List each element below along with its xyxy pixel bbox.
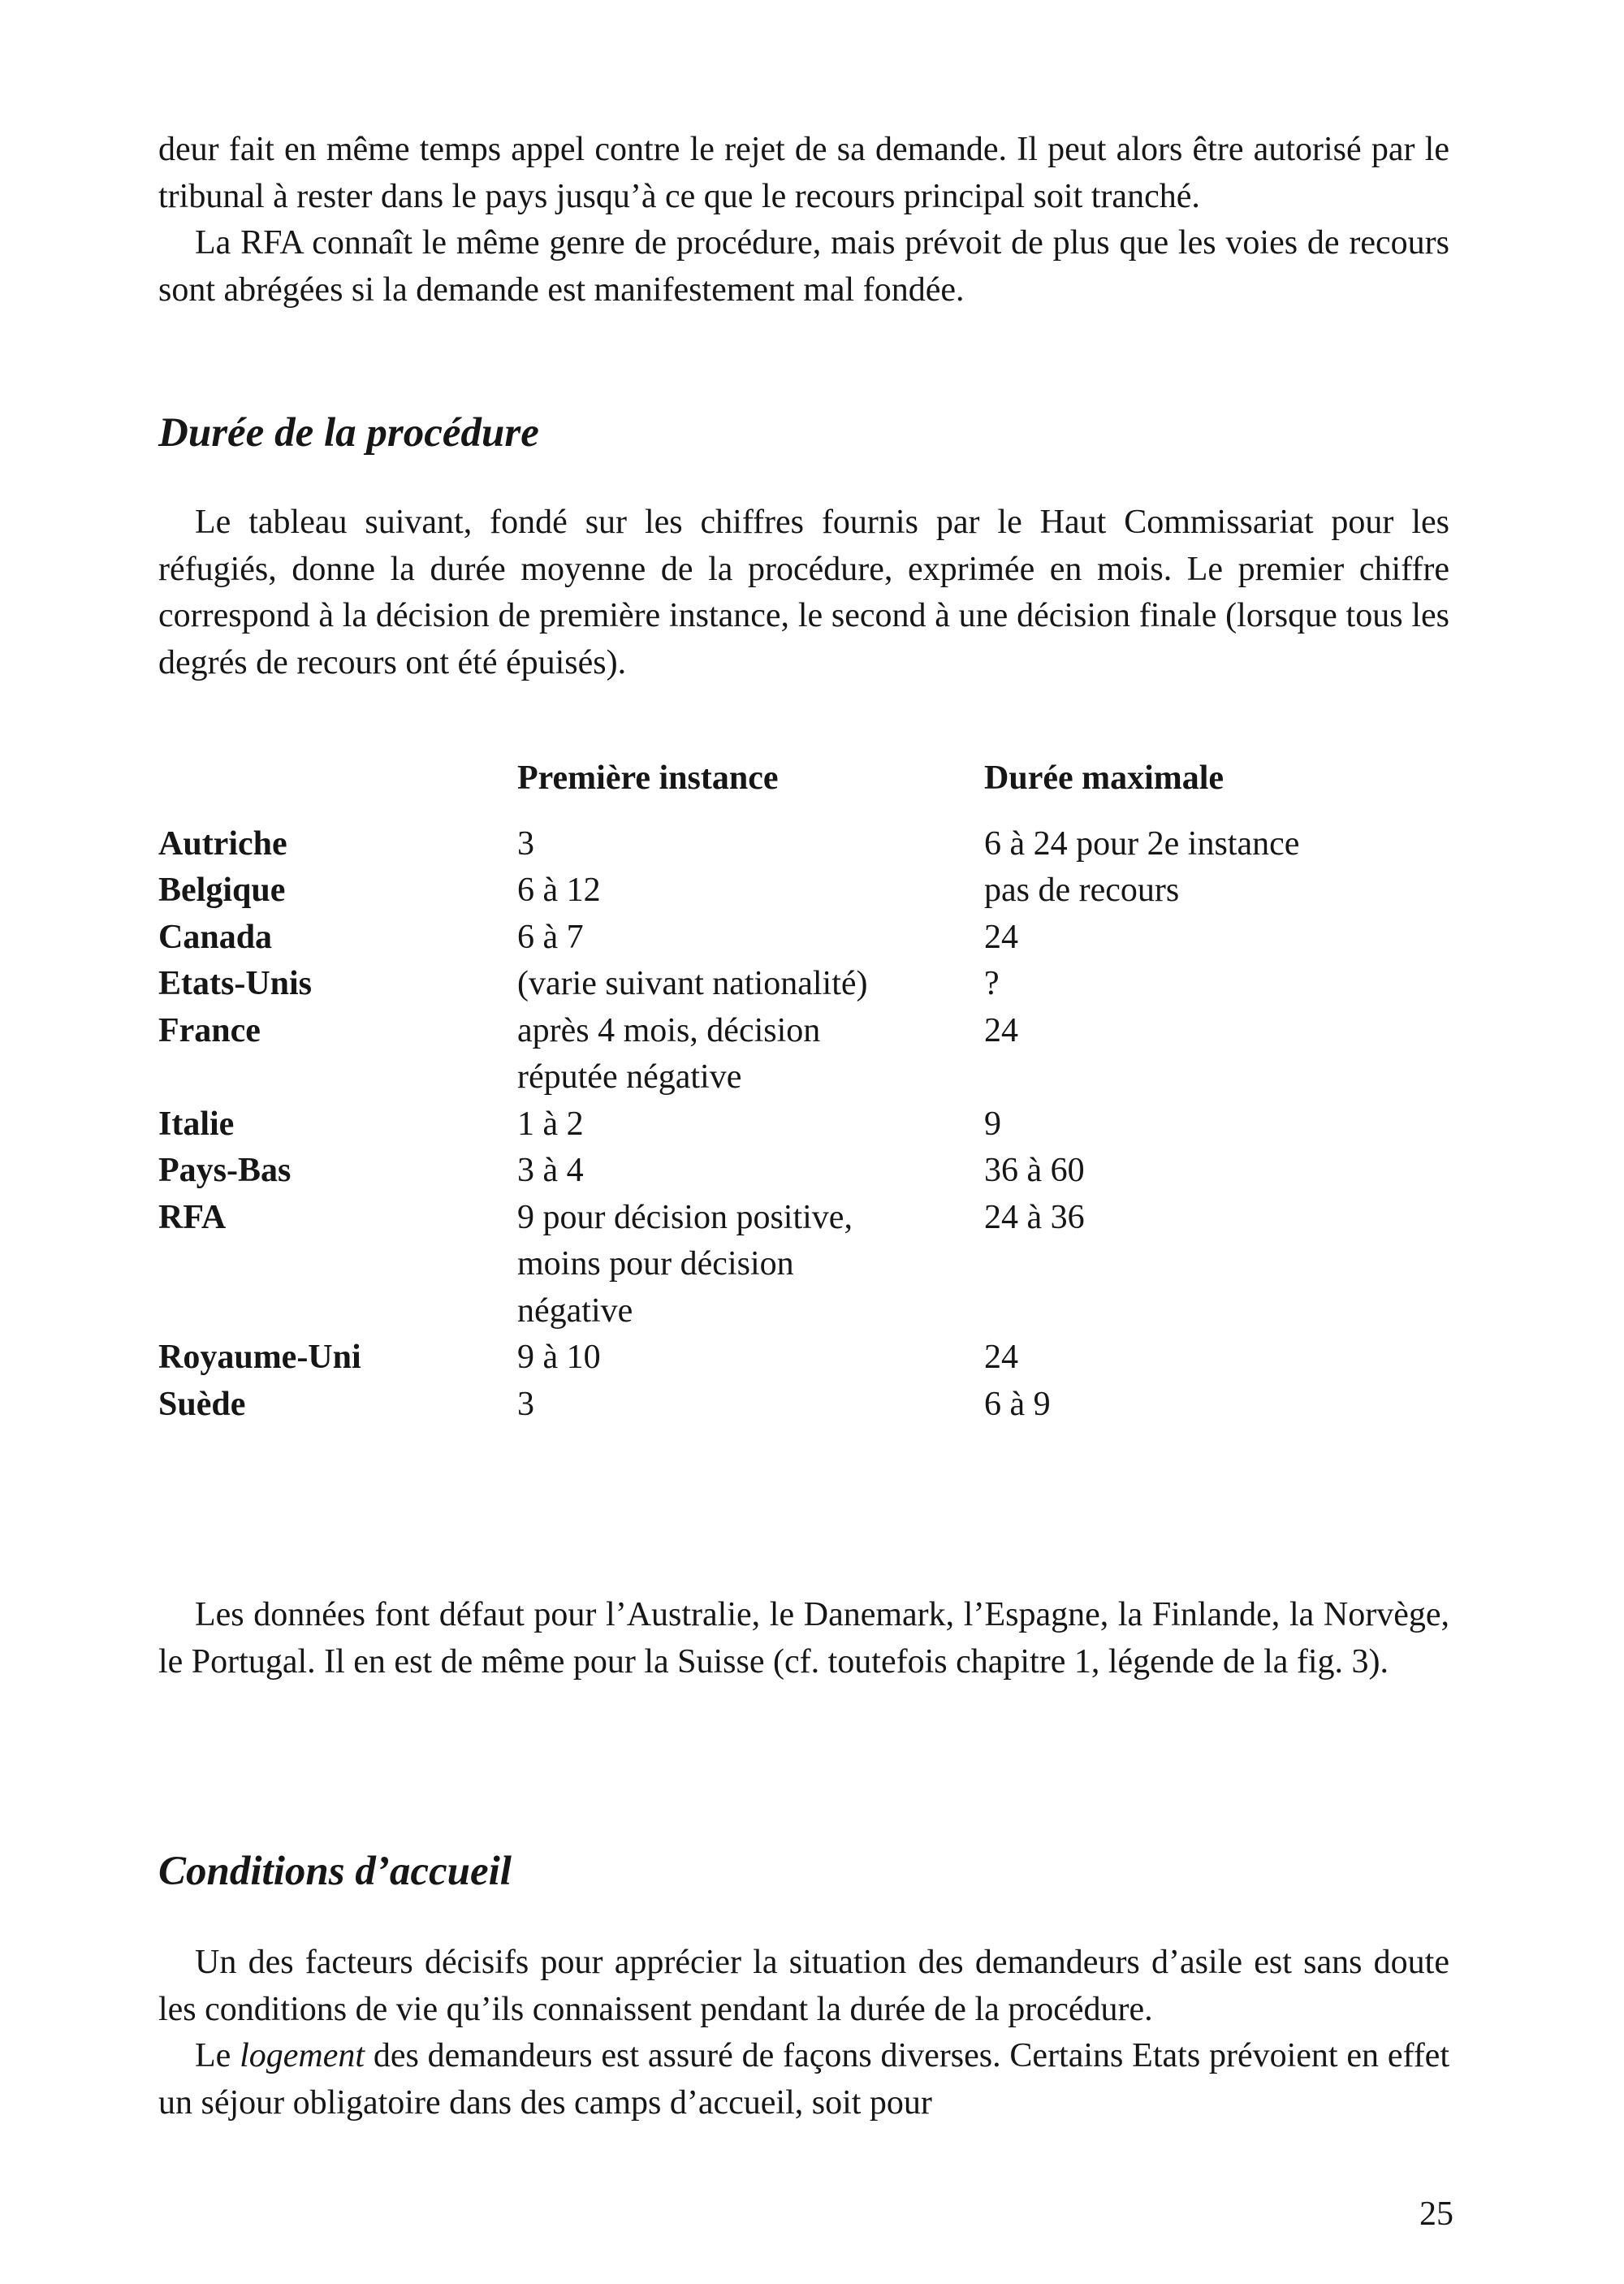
table-cell-country: RFA [158, 1198, 227, 1236]
page-number: 25 [1419, 2195, 1453, 2233]
table-row [158, 867, 1449, 915]
intro-paragraph-1: deur fait en même temps appel contre le rejet de sa demande. Il peut alors être autorisé par le tribunal à rester dans le pays jusqu’à ce que le recours principal soit tranché. [158, 131, 1449, 215]
table-cell-country: Pays-Bas [158, 1152, 292, 1189]
table-cell-max-duration: 6 à 24 pour 2e instance [984, 824, 1300, 863]
section-heading-conditions: Conditions d’accueil [158, 1849, 512, 1894]
intro-block [158, 127, 1449, 314]
table-cell-first-instance: 1 à 2 [517, 1105, 584, 1143]
table-cell-country: Etats-Unis [158, 965, 313, 1002]
table-cell-country: Royaume-Uni [158, 1339, 361, 1376]
table-cell-max-duration: 24 [984, 1011, 1018, 1049]
table-cell-max-duration: 9 [984, 1105, 1001, 1143]
table-cell-country: Italie [158, 1105, 235, 1143]
section-heading-duree: Durée de la procédure [158, 410, 539, 456]
table-cell-first-instance: 6 à 12 [517, 872, 601, 909]
conditions-paragraph-2-prefix: Le [195, 2037, 240, 2074]
table-cell-max-duration: 24 à 36 [984, 1198, 1085, 1236]
table-row [158, 961, 1449, 1008]
table-cell-first-instance: après 4 mois, décision réputée négative [517, 1011, 821, 1096]
table-intro-paragraph: Le tableau suivant, fondé sur les chiffres fournis par le Haut Commissariat pour les réfugiés, donne la durée moyenne de la procédure, exprimée en mois. Le premier chiffre correspond à la décision de première instance, le second à une décision finale (lorsque tous les degrés de recours ont été épuisés). [158, 504, 1449, 681]
conditions-paragraph-2-rest: des demandeurs est assuré de façons diverses. Certains Etats prévoient en effet un séjour obligatoire dans des camps d’accueil, soit pour [158, 2037, 1449, 2122]
table-row [158, 1334, 1449, 1382]
table-row [158, 821, 1449, 868]
table-cell-max-duration: 36 à 60 [984, 1152, 1085, 1189]
table-cell-country: Suède [158, 1385, 246, 1423]
table-cell-first-instance: 6 à 7 [517, 918, 584, 956]
table-cell-country: Belgique [158, 872, 286, 909]
table-row [158, 915, 1449, 962]
intro-paragraph-2: La RFA connaît le même genre de procédure, mais prévoit de plus que les voies de recours sont abrégées si la demande est manifestement mal fondée. [158, 224, 1449, 309]
table-row [158, 1101, 1449, 1148]
table-cell-max-duration: 24 [984, 1339, 1018, 1376]
conditions-paragraph-2 [158, 2033, 1449, 2126]
table-header-max-duration: Durée maximale [984, 759, 1224, 797]
table-header-first-instance: Première instance [517, 759, 779, 797]
logement-emphasis: logement [240, 2037, 365, 2074]
table-cell-country: Autriche [158, 824, 287, 863]
duration-table [158, 755, 1449, 1428]
table-row [158, 1148, 1449, 1195]
table-cell-first-instance: 3 [517, 1385, 534, 1423]
table-row [158, 1382, 1449, 1429]
table-cell-max-duration: 6 à 9 [984, 1385, 1051, 1423]
table-row [158, 1008, 1449, 1101]
table-cell-first-instance: 9 à 10 [517, 1339, 601, 1376]
table-header-country [158, 755, 517, 802]
table-cell-first-instance: 3 à 4 [517, 1152, 584, 1189]
table-cell-country: France [158, 1011, 261, 1049]
conditions-paragraph-1: Un des facteurs décisifs pour apprécier la situation des demandeurs d’asile est sans doute les conditions de vie qu’ils connaissent pendant la durée de la procédure. [158, 1944, 1449, 2028]
table-cell-country: Canada [158, 918, 273, 956]
table-cell-first-instance: 3 [517, 824, 534, 863]
table-header-row [158, 755, 1449, 802]
table-cell-first-instance: (varie suivant nationalité) [517, 965, 868, 1002]
table-cell-max-duration: ? [984, 965, 1000, 1002]
table-cell-first-instance: 9 pour décision positive, moins pour décision négative [517, 1198, 853, 1330]
table-row [158, 1195, 1449, 1335]
table-cell-max-duration: pas de recours [984, 872, 1180, 909]
table-cell-max-duration: 24 [984, 918, 1018, 956]
missing-data-paragraph: Les données font défaut pour l’Australie, le Danemark, l’Espagne, la Finlande, la Norvège, le Portugal. Il en est de même pour la Suisse (cf. toutefois chapitre 1, légende de la fig. 3). [158, 1596, 1449, 1681]
